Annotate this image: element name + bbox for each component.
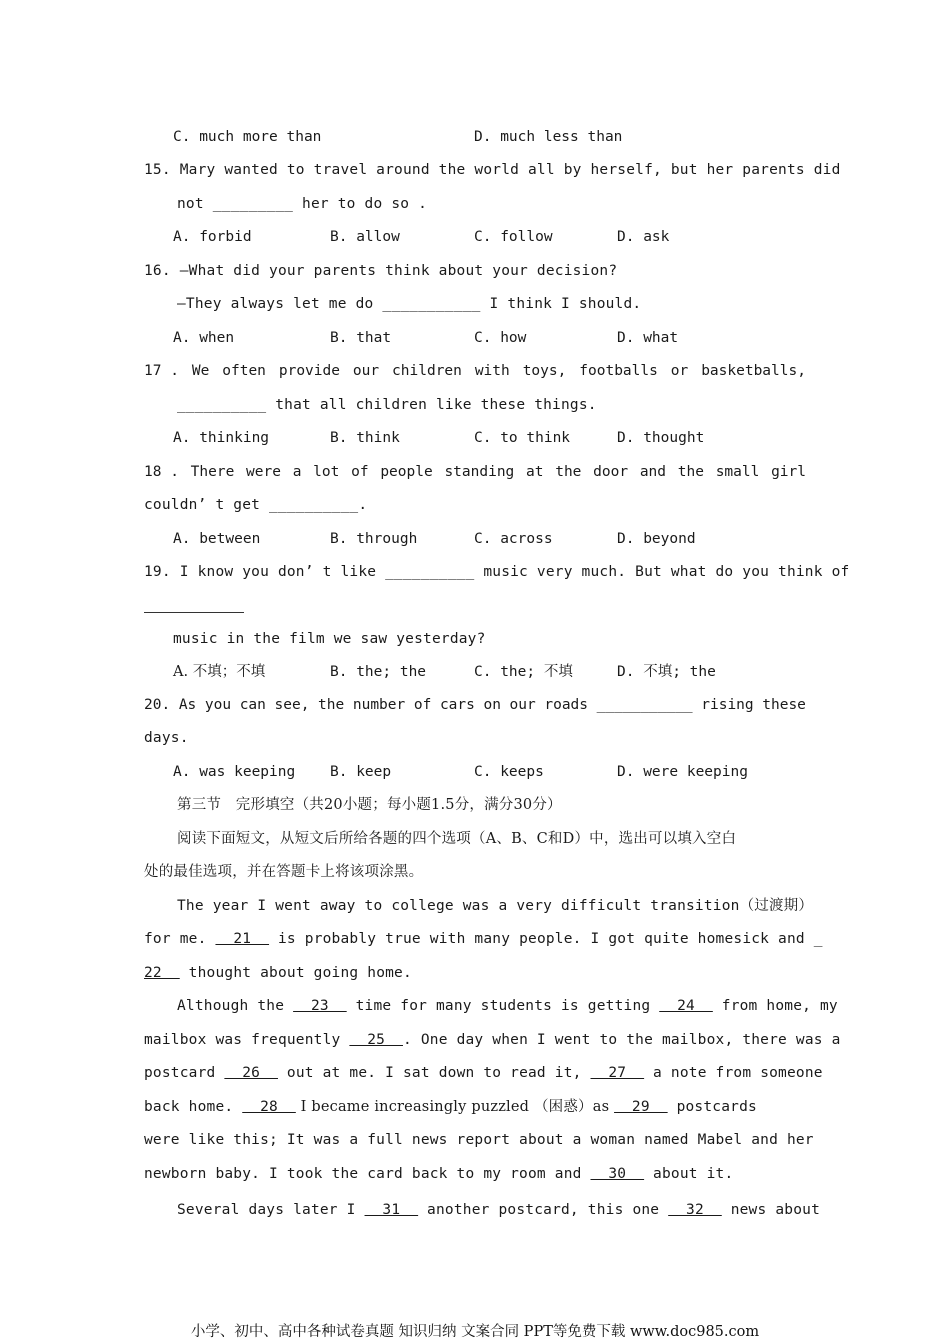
text-run: back home. xyxy=(144,1099,243,1115)
word: the xyxy=(318,697,345,713)
text-run: about it. xyxy=(644,1166,734,1182)
q16-option-a: A. when xyxy=(173,330,235,346)
q17-line-1 xyxy=(144,361,806,381)
word: with xyxy=(474,363,510,379)
text-run: _ xyxy=(813,931,823,947)
q17-option-a: A. thinking xyxy=(173,430,270,446)
q16-option-d: D. what xyxy=(617,330,679,346)
passage-p2-line-5: were like this; It was a full news report about a woman named Mabel and her xyxy=(144,1132,814,1148)
passage-p1-line-1: The year I went away to college was a very difficult transition（过渡期） xyxy=(177,898,814,914)
q20-option-b: B. keep xyxy=(330,764,392,780)
word: lot xyxy=(313,464,340,480)
q19-line-3: music in the film we saw yesterday? xyxy=(173,631,486,647)
q17-line-2: __________ that all children like these things. xyxy=(177,397,597,413)
passage-p2-line-6 xyxy=(144,1164,733,1184)
q17-option-b: B. think xyxy=(330,430,400,446)
q15-line-1: 15. Mary wanted to travel around the world all by herself, but her parents did xyxy=(144,162,841,178)
section3-instruction-1: 阅读下面短文，从短文后所给各题的四个选项（A、B、C和D）中，选出可以填入空白 xyxy=(177,831,737,847)
q20-option-c: C. keeps xyxy=(474,764,544,780)
footer-watermark-text: 小学、初中、高中各种试卷真题 知识归纳 文案合同 PPT等免费下载 www.doc985.com xyxy=(190,1324,760,1340)
q20-option-a: A. was keeping xyxy=(173,764,296,780)
passage-p2-line-1 xyxy=(177,996,838,1016)
text-run: thought about going home. xyxy=(179,965,412,981)
word: our xyxy=(509,697,536,713)
blank-23[interactable]: 23 xyxy=(293,998,347,1014)
section3-title: 第三节 完形填空（共20小题；每小题1.5分，满分30分） xyxy=(177,797,562,813)
q18-option-d: D. beyond xyxy=(617,531,696,547)
word: people xyxy=(380,464,433,480)
text-run: time for many students is getting xyxy=(346,998,660,1014)
text-run: another postcard, this one xyxy=(418,1202,669,1218)
blank-22[interactable]: 22 xyxy=(144,965,180,981)
text-run: postcard xyxy=(144,1065,225,1081)
text-run: for me. xyxy=(144,931,216,947)
q15-line-2: not _________ her to do so . xyxy=(177,196,428,212)
blank-30[interactable]: 30 xyxy=(590,1166,645,1182)
word: of xyxy=(413,697,432,713)
passage-p1-line-2 xyxy=(144,929,823,949)
q17-option-d: D. thought xyxy=(617,430,705,446)
passage-p2-line-2 xyxy=(144,1030,841,1050)
text-run: Several days later I xyxy=(177,1202,365,1218)
text-run: postcards xyxy=(667,1099,757,1115)
word: see, xyxy=(274,697,310,713)
q18-line-1 xyxy=(144,462,806,482)
text-run: from home, my xyxy=(712,998,838,1014)
passage-p2-line-3 xyxy=(144,1063,823,1083)
word: of xyxy=(351,464,369,480)
word: on xyxy=(483,697,501,713)
q19-line-1: 19. I know you don’ t like __________ music very much. But what do you think of xyxy=(144,564,850,580)
word: our xyxy=(352,363,380,379)
word: these xyxy=(762,697,806,713)
word: at xyxy=(526,464,544,480)
q14-option-c: C. much more than xyxy=(173,129,322,145)
q18-line-2: couldn’ t get __________. xyxy=(144,497,368,513)
q19-option-a: A. 不填；不填 xyxy=(173,664,266,680)
word: toys, xyxy=(522,363,567,379)
word: and xyxy=(639,464,667,480)
q18-option-a: A. between xyxy=(173,531,261,547)
q14-option-d: D. much less than xyxy=(474,129,623,145)
word: provide xyxy=(278,363,340,379)
blank-29[interactable]: 29 xyxy=(614,1099,668,1115)
q18-option-c: C. across xyxy=(474,531,553,547)
word: a xyxy=(292,464,302,480)
word: often xyxy=(222,363,266,379)
q20-line-2: days. xyxy=(144,730,189,746)
word: girl xyxy=(771,464,806,480)
text-run: a note from someone xyxy=(644,1065,823,1081)
q15-option-b: B. allow xyxy=(330,229,400,245)
word: the xyxy=(555,464,582,480)
word: number xyxy=(352,697,406,713)
q20-option-d: D. were keeping xyxy=(617,764,748,780)
q20-line-1 xyxy=(144,695,806,715)
q15-option-d: D. ask xyxy=(617,229,670,245)
word: basketballs, xyxy=(701,363,806,379)
word: cars xyxy=(439,697,475,713)
word: 18 . xyxy=(144,464,179,480)
word: standing xyxy=(444,464,515,480)
q19-option-d: D. 不填; the xyxy=(617,664,716,680)
blank-26[interactable]: 26 xyxy=(224,1065,278,1081)
text-run: is probably true with many people. I got quite homesick and xyxy=(269,931,814,947)
text-run: Although the xyxy=(177,998,294,1014)
q15-option-a: A. forbid xyxy=(173,229,252,245)
q16-option-c: C. how xyxy=(474,330,527,346)
word: footballs xyxy=(579,363,658,379)
blank-31[interactable]: 31 xyxy=(364,1202,419,1218)
word: children xyxy=(392,363,462,379)
q16-option-b: B. that xyxy=(330,330,392,346)
q18-option-b: B. through xyxy=(330,531,418,547)
q17-option-c: C. to think xyxy=(474,430,571,446)
word: ___________ xyxy=(596,697,693,713)
word: 20. xyxy=(144,697,171,713)
q15-option-c: C. follow xyxy=(474,229,553,245)
text-run: mailbox was frequently xyxy=(144,1032,350,1048)
q19-option-b: B. the; the xyxy=(330,664,427,680)
passage-p1-line-3 xyxy=(144,963,412,983)
word: There xyxy=(190,464,235,480)
blank-25[interactable]: 25 xyxy=(349,1032,403,1048)
word: roads xyxy=(544,697,589,713)
word: We xyxy=(191,363,210,379)
q19-blank-line xyxy=(144,612,244,613)
passage-p2-line-4 xyxy=(144,1097,757,1117)
q19-option-c: C. the; 不填 xyxy=(474,664,573,680)
passage-p3-line-1 xyxy=(177,1200,820,1220)
word: door xyxy=(593,464,629,480)
word: As xyxy=(178,697,197,713)
word: or xyxy=(670,363,689,379)
text-run: I became increasingly puzzled （困惑）as xyxy=(295,1099,615,1115)
q16-line-2: —They always let me do ___________ I think I should. xyxy=(177,296,642,312)
word: the xyxy=(677,464,704,480)
word: you xyxy=(204,697,232,713)
word: small xyxy=(715,464,760,480)
text-run: out at me. I sat down to read it, xyxy=(277,1065,591,1081)
section3-instruction-2: 处的最佳选项，并在答题卡上将该项涂黑。 xyxy=(144,864,424,880)
word: were xyxy=(246,464,281,480)
blank-28[interactable]: 28 xyxy=(242,1099,296,1115)
text-run: . One day when I went to the mailbox, there was a xyxy=(402,1032,841,1048)
word: rising xyxy=(701,697,754,713)
blank-24[interactable]: 24 xyxy=(659,998,713,1014)
text-run: news about xyxy=(721,1202,820,1218)
word: can xyxy=(239,697,266,713)
word: 17 . xyxy=(144,363,179,379)
blank-27[interactable]: 27 xyxy=(590,1065,645,1081)
q16-line-1: 16. —What did your parents think about your decision? xyxy=(144,263,618,279)
blank-21[interactable]: 21 xyxy=(215,931,270,947)
blank-32[interactable]: 32 xyxy=(668,1202,722,1218)
text-run: newborn baby. I took the card back to my room and xyxy=(144,1166,591,1182)
